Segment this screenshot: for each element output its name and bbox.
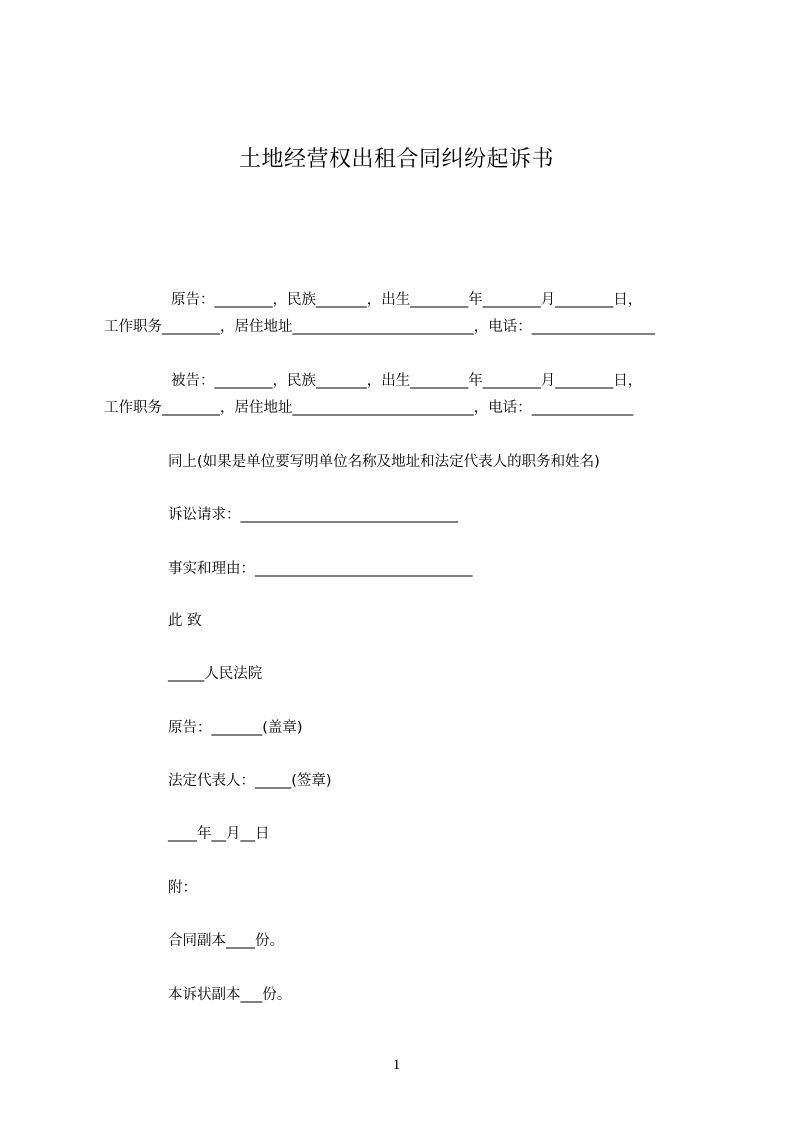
plaintiff-line-1: 原告：________，民族_______，出生________年________月________日， (171, 292, 643, 308)
legal-representative-line: 法定代表人：_____(签章) (168, 773, 332, 789)
defendant-line-2: 工作职务________，居住地址_________________________，电话：______________ (104, 400, 634, 416)
same-above-note: 同上(如果是单位要写明单位名称及地址和法定代表人的职务和姓名) (168, 454, 600, 470)
complaint-copies-line: 本诉状副本___份。 (168, 987, 292, 1003)
salutation: 此 致 (168, 613, 202, 629)
facts-line: 事实和理由：______________________________ (168, 561, 473, 577)
plaintiff-signature-line: 原告：_______(盖章) (168, 720, 303, 736)
plaintiff-line-2: 工作职务________，居住地址_________________________，电话：_________________ (104, 319, 655, 335)
attachment-label: 附： (168, 880, 197, 896)
contract-copies-line: 合同副本____份。 (168, 933, 284, 949)
defendant-line-1: 被告：________，民族_______，出生________年________月________日， (171, 373, 643, 389)
court-line: _____人民法院 (168, 666, 263, 682)
date-line: ____年__月__日 (168, 826, 270, 842)
claims-line: 诉讼请求：______________________________ (168, 507, 458, 523)
page-number: 1 (392, 1057, 401, 1073)
document-title: 土地经营权出租合同纠纷起诉书 (238, 147, 554, 172)
